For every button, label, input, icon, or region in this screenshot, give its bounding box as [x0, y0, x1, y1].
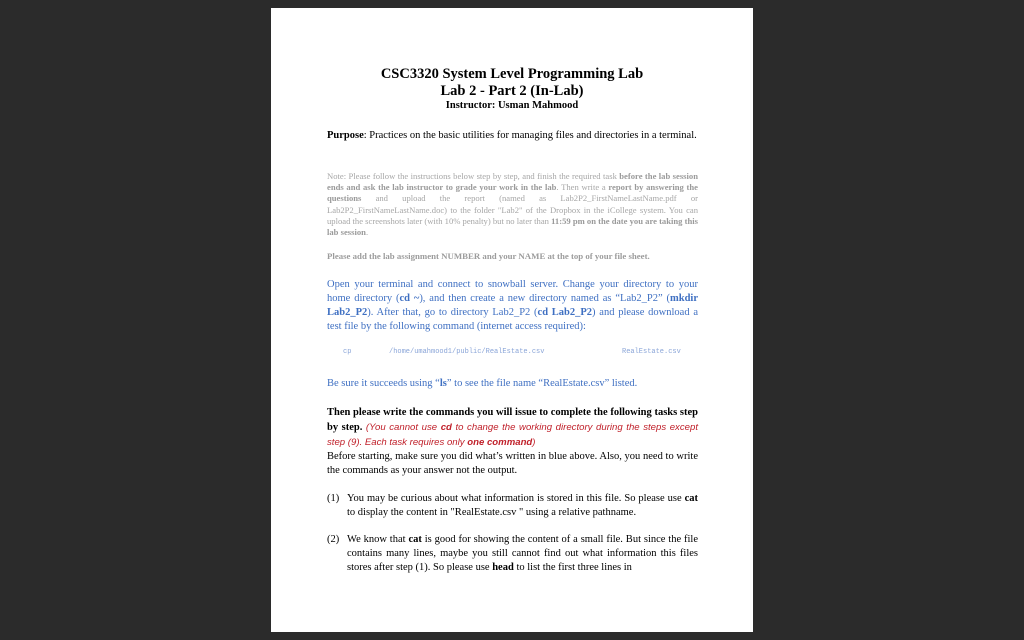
open-text-4: ) and please download a test file by the following command (internet access required): — [327, 307, 698, 332]
note-paragraph — [327, 171, 698, 238]
open-text-1: Open your terminal and connect to snowball server. Change your directory to your home directory ( — [327, 279, 698, 304]
warning-text-3: ) — [532, 437, 536, 448]
warning-bold-cd: cd — [440, 422, 452, 433]
item2-text-2: is good for showing the content of a small file. But since the file contains many lines, maybe you still cannot find out what information this files stores after step (1). So please use — [347, 534, 698, 573]
before-starting-paragraph: Before starting, make sure you did what’s written in blue above. Also, you need to write the commands as your answer not the output. — [327, 451, 698, 476]
doc-instructor: Instructor: Usman Mahmood — [445, 100, 579, 111]
note-text-1: Note: Please follow the instructions below step by step, and finish the required task — [327, 171, 620, 181]
be-sure-text-1: Be sure it succeeds using “ — [327, 378, 440, 389]
open-text-2: ), and then create a new directory named as “Lab2_P2” ( — [419, 293, 670, 304]
item2-text-3: to list the first three lines in — [513, 562, 632, 573]
list-item-text — [347, 533, 698, 575]
command-name: cp — [343, 348, 352, 356]
note-text-3: and upload the report (named as Lab2P2_FirstNameLastName.pdf or Lab2P2_FirstNameLastName.doc) to the folder "Lab2" of the Dropbox in the iCollege system. You can upload the screenshots later (with 10% penalty) but no later than — [327, 193, 698, 226]
command-source: /home/umahmood1/public/RealEstate.csv — [389, 348, 545, 356]
note-text-4: . — [365, 227, 369, 238]
be-sure-text-2: ” to see the file name “RealEstate.csv” listed. — [446, 378, 638, 389]
instructions-paragraph — [327, 405, 698, 450]
doc-title: CSC3320 System Level Programming Lab — [380, 66, 644, 82]
open-text-3: ). After that, go to directory Lab2_P2 ( — [367, 307, 538, 318]
item2-bold-cat: cat — [408, 534, 422, 545]
document-page — [271, 8, 753, 632]
purpose-paragraph — [327, 129, 698, 143]
item1-bold-cat: cat — [684, 493, 698, 504]
warning-bold-one: one command — [467, 437, 533, 448]
item2-bold-head: head — [492, 562, 514, 573]
instructions-bold: Then please write the commands you will issue to complete the following tasks step by step. — [327, 407, 698, 433]
item1-text-2: to display the content in "RealEstate.csv " using a relative pathname. — [347, 507, 637, 518]
instructions-warning — [327, 422, 698, 448]
item1-text-1: You may be curious about what information is stored in this file. So please use — [347, 493, 685, 504]
be-sure-paragraph — [327, 377, 698, 391]
list-item-text — [347, 492, 698, 520]
list-item-number: (1) — [327, 493, 340, 504]
be-sure-bold-ls: ls — [439, 378, 447, 389]
add-number-note: Please add the lab assignment NUMBER and your NAME at the top of your file sheet. — [327, 251, 650, 261]
open-terminal-paragraph — [327, 278, 698, 334]
warning-text-1: (You cannot use — [362, 422, 441, 433]
note-bold-2: report by answering the questions — [327, 182, 698, 204]
note-text-2: . Then write a — [556, 182, 609, 193]
purpose-text: : Practices on the basic utilities for managing files and directories in a terminal. — [363, 130, 697, 141]
open-bold-cd: cd ~ — [399, 293, 420, 304]
open-bold-mkdir: mkdir Lab2_P2 — [327, 293, 698, 318]
doc-subtitle: Lab 2 - Part 2 (In-Lab) — [440, 83, 584, 99]
command-dest: RealEstate.csv — [622, 348, 681, 356]
note-bold-3: 11:59 pm on the date you are taking this lab session — [327, 215, 698, 238]
item2-text-1: We know that — [347, 534, 409, 545]
list-item-number: (2) — [327, 534, 340, 545]
purpose-label: Purpose — [327, 130, 364, 141]
warning-text-2: to change the working directory during the steps except step (9). Each task requires only — [327, 422, 698, 448]
open-bold-cd-lab: cd Lab2_P2 — [537, 307, 593, 318]
note-bold-1: before the lab session ends and ask the lab instructor to grade your work in the lab — [327, 171, 698, 193]
